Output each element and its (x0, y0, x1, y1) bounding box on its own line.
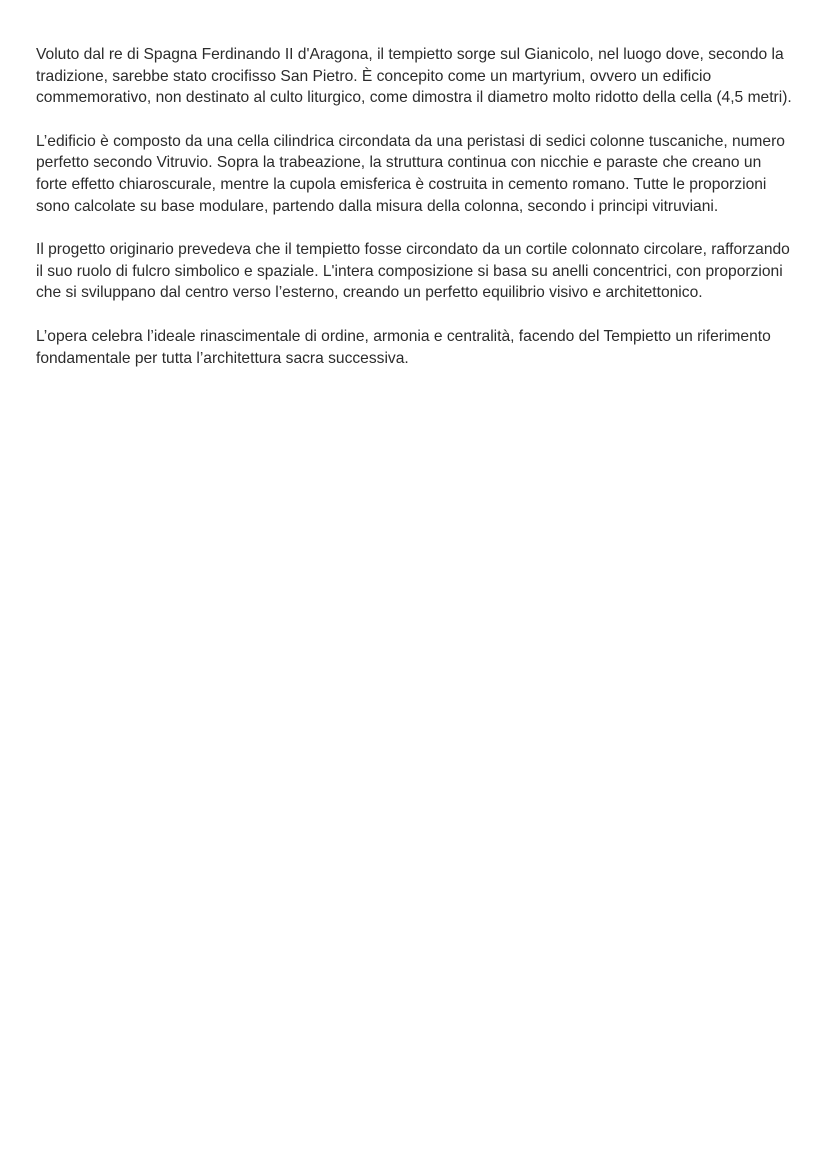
document-page (36, 44, 796, 391)
paragraph-struttura: L’edificio è composto da una cella cilindrica circondata da una peristasi di sedici colonne tuscaniche, numero perfetto secondo Vitruvio. Sopra la trabeazione, la struttura continua con nicchie e paraste che creano un forte effetto chiaroscurale, mentre la cupola emisferica è costruita in cemento romano. Tutte le proporzioni sono calcolate su base modulare, partendo dalla misura della colonna, secondo i principi vitruviani. (36, 132, 785, 215)
paragraph-progetto: Il progetto originario prevedeva che il tempietto fosse circondato da un cortile colonnato circolare, rafforzando il suo ruolo di fulcro simbolico e spaziale. L'intera composizione si basa su anelli concentrici, con proporzioni che si sviluppano dal centro verso l’esterno, creando un perfetto equilibrio visivo e architettonico. (36, 241, 790, 302)
paragraph-conclusione: L’opera celebra l’ideale rinascimentale di ordine, armonia e centralità, facendo del Tempietto un riferimento fondamentale per tutta l’architettura sacra successiva. (36, 327, 771, 367)
paragraph-commissione: Voluto dal re di Spagna Ferdinando II d'Aragona, il tempietto sorge sul Gianicolo, nel luogo dove, secondo la tradizione, sarebbe stato crocifisso San Pietro. È concepito come un martyrium, ovvero un edificio commemorativo, non destinato al culto liturgico, come dimostra il diametro molto ridotto della cella (4,5 metri). (36, 46, 792, 107)
